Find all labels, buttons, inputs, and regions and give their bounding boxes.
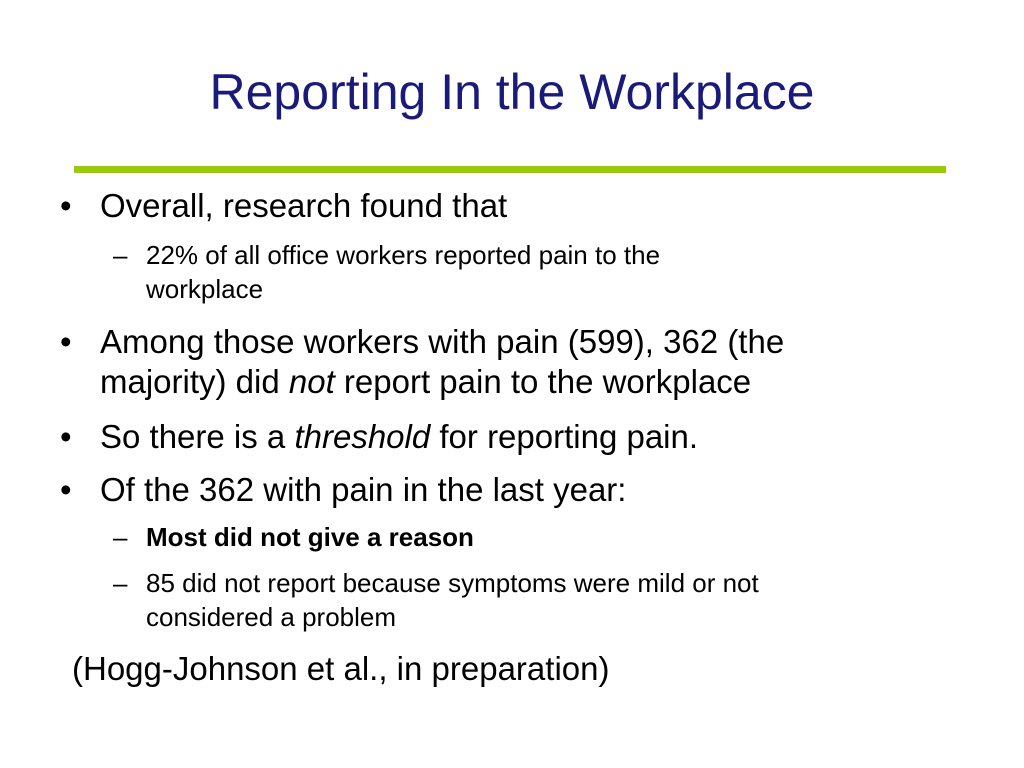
bullet-text-end: for reporting pain. <box>430 418 699 455</box>
bullet-marker: • <box>60 471 72 508</box>
emphasis-threshold: threshold <box>294 418 431 455</box>
sub-bullet-line-1: 85 did not report because symptoms were mild or not <box>146 568 759 598</box>
bullet-line-2-end: report pain to the workplace <box>334 363 752 400</box>
bullet-marker: • <box>60 323 72 360</box>
bullet-text: Of the 362 with pain in the last year: <box>100 471 627 508</box>
sub-bullet-text <box>146 520 986 554</box>
bullet-marker: • <box>60 187 72 224</box>
bullet-text: Overall, research found that <box>100 187 508 224</box>
bullet-line-1: Among those workers with pain (599), 362 (the <box>100 323 785 360</box>
dash-marker: – <box>113 240 128 270</box>
bullet-text-start: So there is a <box>100 418 295 455</box>
sub-bullet-text <box>146 566 986 634</box>
sub-bullet-line-2: considered a problem <box>146 602 397 632</box>
sub-bullet-text <box>146 238 986 306</box>
citation: (Hogg-Johnson et al., in preparation) <box>72 650 610 687</box>
dash-marker: – <box>113 522 128 552</box>
bullet-text <box>100 417 1000 457</box>
emphasis-not: not <box>288 363 335 400</box>
sub-bullet-line-1: 22% of all office workers reported pain to the <box>146 240 661 270</box>
dash-marker: – <box>113 568 128 598</box>
bullet-text <box>100 322 1000 402</box>
title-divider <box>74 166 946 173</box>
bullet-marker: • <box>60 418 72 455</box>
bold-text: Most did not give a reason <box>146 522 474 552</box>
bullet-line-2-start: majority) did <box>100 363 289 400</box>
sub-bullet-line-2: workplace <box>146 274 264 304</box>
slide-title: Reporting In the Workplace <box>209 64 815 120</box>
